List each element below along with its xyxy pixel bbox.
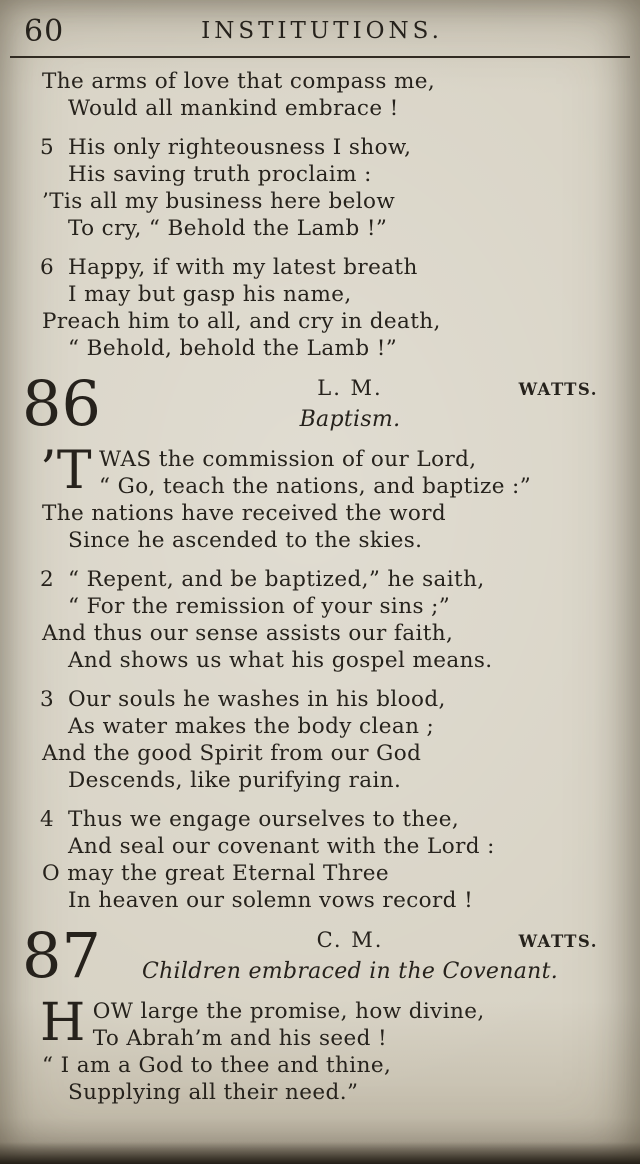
stanza-number: 5 — [40, 135, 55, 160]
hymn-header — [22, 367, 604, 440]
verse-line: I may but gasp his name, — [68, 282, 352, 307]
verse-line: Descends, like purifying rain. — [68, 768, 402, 793]
verse-line: “ Behold, behold the Lamb !” — [68, 336, 398, 361]
hymn-content — [22, 68, 604, 1106]
dropcap-initial: ’T — [40, 441, 93, 501]
stanza-number: 6 — [40, 255, 55, 280]
verse-line: “ Repent, and be baptized,” he saith, — [68, 567, 485, 592]
verse-line: “ I am a God to thee and thine, — [42, 1053, 392, 1078]
running-title: INSTITUTIONS. — [201, 18, 443, 44]
verse-line: “ Go, teach the nations, and baptize :” — [99, 474, 532, 499]
stanza — [40, 806, 604, 914]
verse-line: And the good Spirit from our God — [42, 741, 422, 766]
stanza-number: 2 — [40, 567, 55, 592]
verse-line: OW large the promise, how divine, — [92, 999, 485, 1024]
verse-line: As water makes the body clean ; — [68, 714, 435, 739]
verse-line: Our souls he washes in his blood, — [68, 687, 446, 712]
hymn-subtitle: Children embraced in the Covenant. — [141, 959, 559, 984]
hymn-number: 87 — [22, 919, 101, 992]
verse-line: And shows us what his gospel means. — [68, 648, 493, 673]
verse-line: Happy, if with my latest breath — [68, 255, 418, 280]
verse-line: “ For the remission of your sins ;” — [68, 594, 451, 619]
header-rule — [10, 56, 630, 58]
hymn-number: 86 — [22, 367, 101, 440]
stanza-number: 3 — [40, 687, 55, 712]
verse-line: WAS the commission of our Lord, — [99, 447, 477, 472]
dropcap-initial: H — [40, 993, 86, 1053]
hymn-meter-row — [102, 376, 598, 406]
page-header — [24, 12, 604, 52]
verse-line: O may the great Eternal Three — [42, 861, 389, 886]
verse-line: And thus our sense assists our faith, — [42, 621, 454, 646]
stanza — [40, 566, 604, 674]
stanza — [40, 134, 604, 242]
verse-line: Would all mankind embrace ! — [68, 96, 399, 121]
verse-line: The nations have received the word — [42, 501, 447, 526]
stanza — [40, 441, 604, 554]
page-number: 60 — [24, 14, 65, 49]
verse-line: Preach him to all, and cry in death, — [42, 309, 441, 334]
verse-line: His saving truth proclaim : — [68, 162, 372, 187]
stanza — [40, 993, 604, 1106]
verse-line: Since he ascended to the skies. — [68, 528, 423, 553]
hymn-author: WATTS. — [518, 932, 598, 951]
hymn-meter: L. M. — [317, 376, 383, 400]
verse-line: ’Tis all my business here below — [42, 189, 396, 214]
stanza — [40, 68, 604, 122]
verse-line: To cry, “ Behold the Lamb !” — [68, 216, 388, 241]
stanza-number: 4 — [40, 807, 55, 832]
hymn-meter-row — [102, 928, 598, 958]
hymn-header — [22, 919, 604, 992]
verse-line: To Abrah’m and his seed ! — [92, 1026, 388, 1051]
hymn-subtitle: Baptism. — [299, 407, 401, 432]
verse-line: Thus we engage ourselves to thee, — [68, 807, 460, 832]
hymn-meter: C. M. — [316, 928, 384, 952]
verse-line: His only righteousness I show, — [68, 135, 412, 160]
stanza — [40, 254, 604, 362]
hymn-header-lines — [102, 376, 598, 434]
verse-line: Supplying all their need.” — [68, 1080, 359, 1105]
hymn-author: WATTS. — [518, 380, 598, 399]
stanza — [40, 686, 604, 794]
hymn-header-lines — [102, 928, 598, 986]
verse-line: And seal our covenant with the Lord : — [68, 834, 495, 859]
verse-line: The arms of love that compass me, — [42, 69, 436, 94]
verse-line: In heaven our solemn vows record ! — [68, 888, 474, 913]
